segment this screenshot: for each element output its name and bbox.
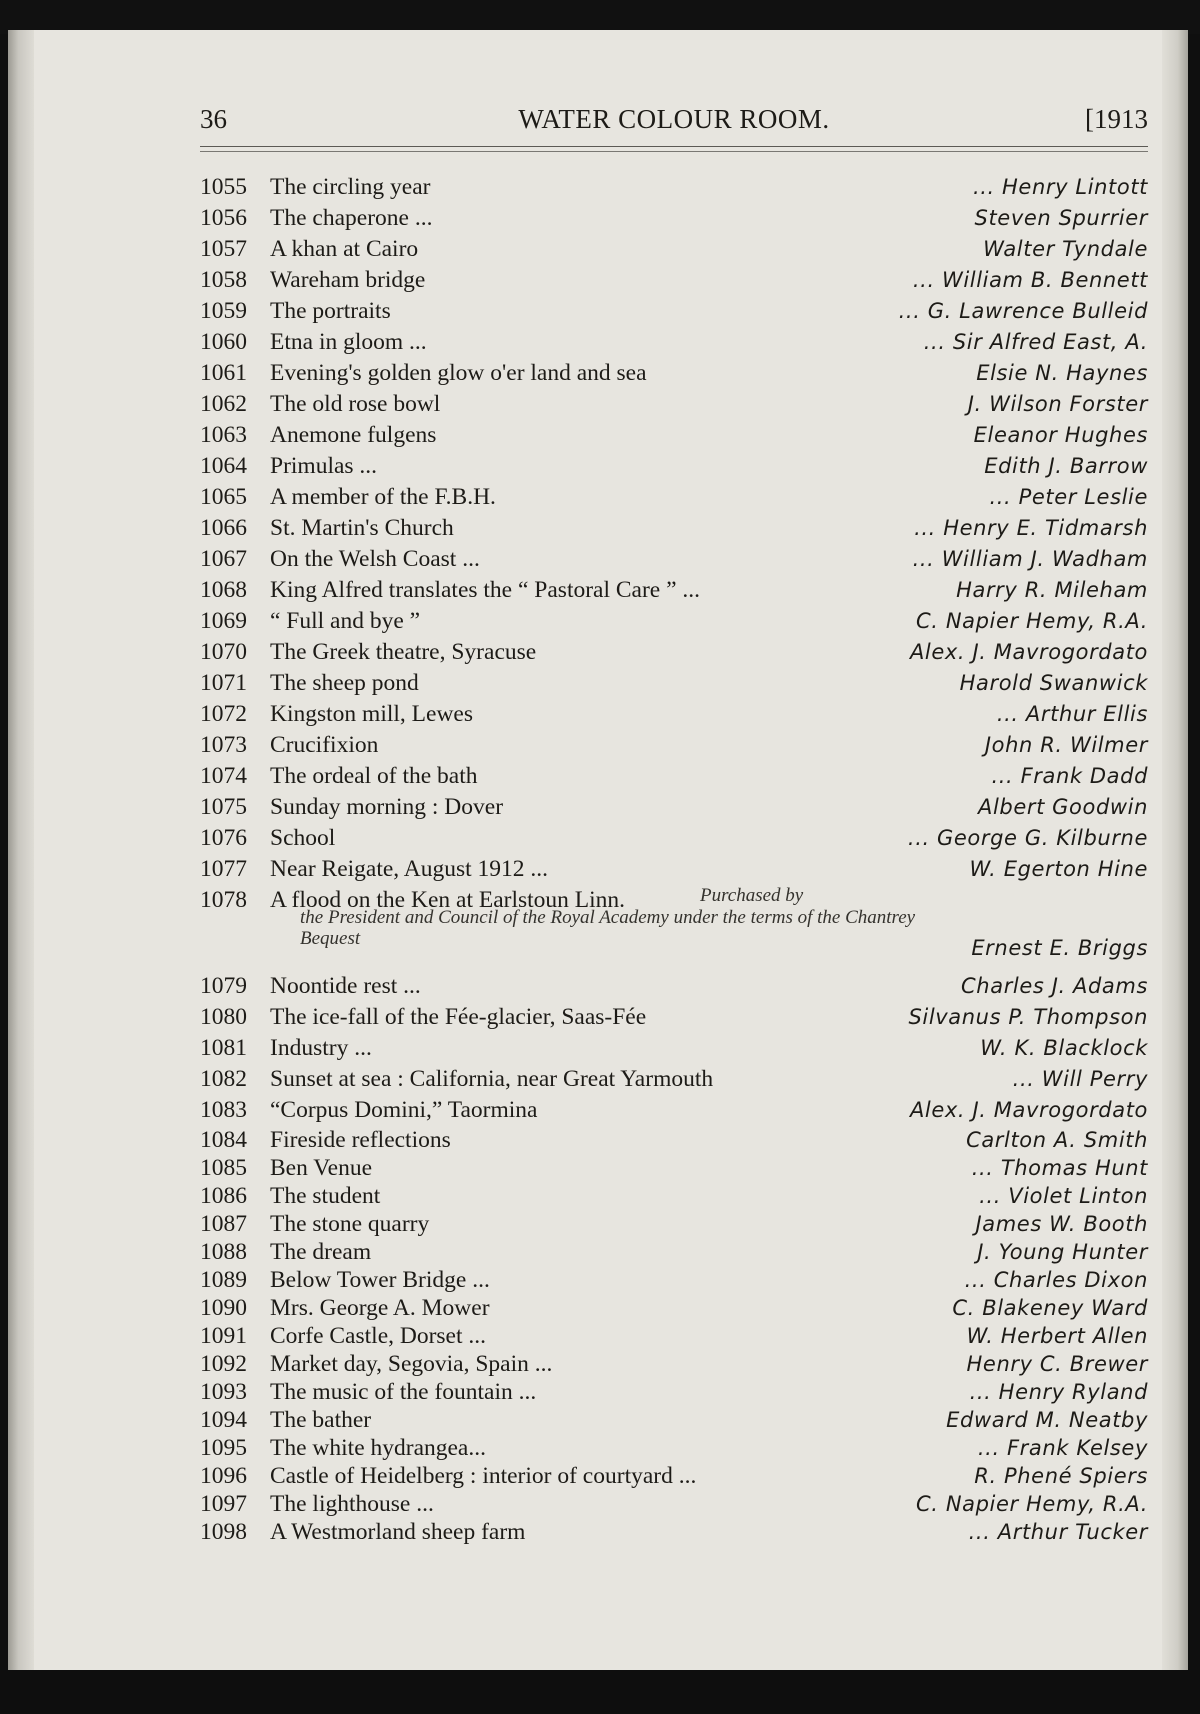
catalogue-entry [200,1378,1148,1406]
entry-artist: ... Frank Dadd [991,764,1148,788]
entry-artist: John R. Wilmer [984,733,1148,757]
entry-artist: C. Napier Hemy, R.A. [916,609,1148,633]
entry-title: The white hydrangea... [270,1435,486,1461]
entry-number: 1085 [200,1155,247,1181]
entry-number: 1074 [200,763,247,789]
catalogue-entry [200,1154,1148,1182]
page-title: WATER COLOUR ROOM. [518,104,830,134]
entry-title: Near Reigate, August 1912 ... [270,856,549,882]
catalogue-entry [200,761,1148,792]
entry-number: 1080 [200,1004,247,1030]
entry-title: Kingston mill, Lewes [270,701,473,727]
catalogue-entry [200,451,1148,482]
catalogue-entry [200,971,1148,1002]
entry-number: 1075 [200,794,247,820]
entry-number: 1095 [200,1435,247,1461]
entry-artist: Carlton A. Smith [966,1128,1148,1152]
entry-number: 1065 [200,484,247,510]
page-edge-right [1162,30,1188,1670]
entry-title: Castle of Heidelberg : interior of courtyard ... [270,1463,697,1489]
entry-artist: W. Herbert Allen [966,1324,1148,1348]
entry-artist: ... Violet Linton [979,1184,1148,1208]
entry-number: 1058 [200,267,247,293]
entry-artist: ... William B. Bennett [912,268,1148,292]
entry-number: 1063 [200,422,247,448]
entry-number: 1070 [200,639,247,665]
entry-number: 1087 [200,1211,247,1237]
catalogue-entry [200,730,1148,761]
entry-title: Noontide rest ... [270,973,421,999]
catalogue-entry [200,1033,1148,1064]
entry-number: 1064 [200,453,247,479]
entry-number: 1077 [200,856,247,882]
entry-title: Sunday morning : Dover [270,794,504,820]
entry-artist: ... Arthur Tucker [968,1520,1148,1544]
catalogue-entries [200,172,1148,1546]
entry-number: 1073 [200,732,247,758]
page-gutter-left [8,30,34,1670]
entry-artist: ... Peter Leslie [989,485,1148,509]
catalogue-entry [200,265,1148,296]
entry-title: Below Tower Bridge ... [270,1267,490,1293]
catalogue-entry [200,792,1148,823]
entry-title: Anemone fulgens [270,422,437,448]
entry-title: “Corpus Domini,” Taormina [270,1097,538,1123]
entry-artist: C. Napier Hemy, R.A. [916,1492,1148,1516]
entry-number: 1076 [200,825,247,851]
entry-artist: ... Henry E. Tidmarsh [914,516,1148,540]
catalogue-entry [200,1210,1148,1238]
entry-number: 1088 [200,1239,247,1265]
entry-number: 1060 [200,329,247,355]
entry-number: 1068 [200,577,247,603]
entry-artist: Elsie N. Haynes [976,361,1148,385]
entry-artist: ... Thomas Hunt [971,1156,1148,1180]
entry-purchase-note-lead: Purchased by [700,885,804,906]
entry-number: 1096 [200,1463,247,1489]
catalogue-entry [200,482,1148,513]
entry-artist: J. Young Hunter [977,1240,1148,1264]
entry-artist: ... Arthur Ellis [996,702,1148,726]
entry-number: 1090 [200,1295,247,1321]
entry-title: Evening's golden glow o'er land and sea [270,360,647,386]
catalogue-entry [200,1238,1148,1266]
entry-number: 1081 [200,1035,247,1061]
catalogue-entry [200,1002,1148,1033]
entry-artist: C. Blakeney Ward [952,1296,1148,1320]
entry-number: 1067 [200,546,247,572]
catalogue-entry [200,1294,1148,1322]
entry-artist: ... Frank Kelsey [977,1436,1148,1460]
catalogue-entry [200,1182,1148,1210]
entry-number: 1055 [200,174,247,200]
entry-title: Corfe Castle, Dorset ... [270,1323,487,1349]
catalogue-entry [200,513,1148,544]
catalogue-entry [200,1126,1148,1154]
header-year: [1913 [1085,104,1148,134]
entry-title: The chaperone ... [270,205,433,231]
entry-title: Wareham bridge [270,267,426,293]
entry-title: School [270,825,336,851]
entry-title: Primulas ... [270,453,378,479]
entry-title: The ice-fall of the Fée-glacier, Saas-Fée [270,1004,647,1030]
catalogue-entry [200,1406,1148,1434]
entry-number: 1084 [200,1127,247,1153]
entry-artist: J. Wilson Forster [967,392,1148,416]
catalogue-entry [200,1490,1148,1518]
entry-title: The bather [270,1407,372,1433]
entry-title: The music of the fountain ... [270,1379,537,1405]
catalogue-entry [200,1518,1148,1546]
catalogue-entry [200,544,1148,575]
scan-top-border [0,0,1200,34]
entry-title: Mrs. George A. Mower [270,1295,490,1321]
catalogue-entry [200,203,1148,234]
entry-artist: Edward M. Neatby [946,1408,1148,1432]
entry-artist: ... William J. Wadham [912,547,1148,571]
entry-number: 1089 [200,1267,247,1293]
entry-number: 1097 [200,1491,247,1517]
entry-title: The ordeal of the bath [270,763,478,789]
entry-title: The sheep pond [270,670,419,696]
entry-artist: ... George G. Kilburne [907,826,1148,850]
catalogue-entry [200,327,1148,358]
catalogue-entry [200,823,1148,854]
entry-artist: ... G. Lawrence Bulleid [898,299,1148,323]
catalogue-entry [200,1434,1148,1462]
entry-number: 1083 [200,1097,247,1123]
entry-artist: Edith J. Barrow [984,454,1148,478]
entry-number: 1062 [200,391,247,417]
entry-artist: Walter Tyndale [983,237,1148,261]
entry-number: 1092 [200,1351,247,1377]
entry-title: Industry ... [270,1035,372,1061]
entry-title: A khan at Cairo [270,236,419,262]
page-number: 36 [200,104,227,134]
entry-title: The portraits [270,298,391,324]
catalogue-entry [200,1266,1148,1294]
entry-number: 1098 [200,1519,247,1545]
entry-number: 1093 [200,1379,247,1405]
entry-artist: Eleanor Hughes [973,423,1148,447]
entry-title: The lighthouse ... [270,1491,434,1517]
entry-number: 1069 [200,608,247,634]
entry-artist: ... Henry Lintott [972,175,1148,199]
entry-artist: Charles J. Adams [961,974,1148,998]
entry-artist: Alex. J. Mavrogordato [909,1098,1148,1122]
catalogue-entry [200,1064,1148,1095]
entry-artist: James W. Booth [975,1212,1148,1236]
catalogue-entry [200,1350,1148,1378]
entry-title: The old rose bowl [270,391,441,417]
catalogue-entry [200,668,1148,699]
catalogue-entry [200,1462,1148,1490]
entry-artist: Albert Goodwin [977,795,1148,819]
header-rule-thick [200,146,1148,147]
catalogue-entry [200,575,1148,606]
entry-title: King Alfred translates the “ Pastoral Care ” ... [270,577,701,603]
entry-artist: Ernest E. Briggs [971,936,1148,960]
entry-number: 1056 [200,205,247,231]
entry-artist: Henry C. Brewer [966,1352,1148,1376]
scan-bottom-border [0,1670,1200,1714]
entry-title: The Greek theatre, Syracuse [270,639,537,665]
entry-artist: Harold Swanwick [959,671,1148,695]
entry-title: Market day, Segovia, Spain ... [270,1351,553,1377]
catalogue-entry [200,296,1148,327]
entry-artist: Silvanus P. Thompson [908,1005,1148,1029]
entry-artist: ... Sir Alfred East, A. [923,330,1148,354]
entry-title: The circling year [270,174,431,200]
entry-number: 1071 [200,670,247,696]
running-header [200,104,1148,140]
entry-number: 1078 [200,887,247,913]
entry-artist: ... Charles Dixon [964,1268,1148,1292]
entry-title: A flood on the Ken at Earlstoun Linn. [270,887,626,913]
catalogue-entry [200,885,1148,971]
entry-artist: ... Will Perry [1012,1067,1148,1091]
entry-number: 1059 [200,298,247,324]
entry-artist: R. Phené Spiers [974,1464,1148,1488]
catalogue-entry [200,420,1148,451]
entry-artist: W. Egerton Hine [969,857,1148,881]
entry-artist: Alex. J. Mavrogordato [909,640,1148,664]
catalogue-entry [200,389,1148,420]
entry-number: 1094 [200,1407,247,1433]
catalogue-entry [200,1322,1148,1350]
entry-artist: Harry R. Mileham [956,578,1148,602]
entry-title: Fireside reflections [270,1127,451,1153]
catalogue-entry [200,234,1148,265]
entry-number: 1066 [200,515,247,541]
entry-title: A member of the F.B.H. [270,484,496,510]
entry-title: St. Martin's Church [270,515,454,541]
entry-artist: W. K. Blacklock [980,1036,1148,1060]
entry-title: Ben Venue [270,1155,373,1181]
entry-number: 1086 [200,1183,247,1209]
header-rule-thin [200,151,1148,152]
entry-number: 1079 [200,973,247,999]
catalogue-entry [200,172,1148,203]
entry-title: “ Full and bye ” [270,608,421,634]
entry-number: 1091 [200,1323,247,1349]
entry-title: Crucifixion [270,732,379,758]
entry-title: Etna in gloom ... [270,329,427,355]
entry-number: 1082 [200,1066,247,1092]
catalogue-entry [200,637,1148,668]
entry-title: The student [270,1183,381,1209]
catalogue-entry [200,606,1148,637]
catalogue-entry [200,854,1148,885]
entry-artist: ... Henry Ryland [969,1380,1148,1404]
catalogue-entry [200,1095,1148,1126]
entry-title: Sunset at sea : California, near Great Yarmouth [270,1066,714,1092]
catalogue-entry [200,358,1148,389]
entry-title: The stone quarry [270,1211,430,1237]
entry-artist: Steven Spurrier [974,206,1148,230]
entry-number: 1061 [200,360,247,386]
catalogue-entry [200,699,1148,730]
entry-title: The dream [270,1239,372,1265]
entry-number: 1072 [200,701,247,727]
entry-number: 1057 [200,236,247,262]
entry-purchase-note-text: the President and Council of the Royal Academy under the terms of the Chantrey Bequest [300,907,916,949]
entry-title: A Westmorland sheep farm [270,1519,526,1545]
entry-title: On the Welsh Coast ... [270,546,480,572]
